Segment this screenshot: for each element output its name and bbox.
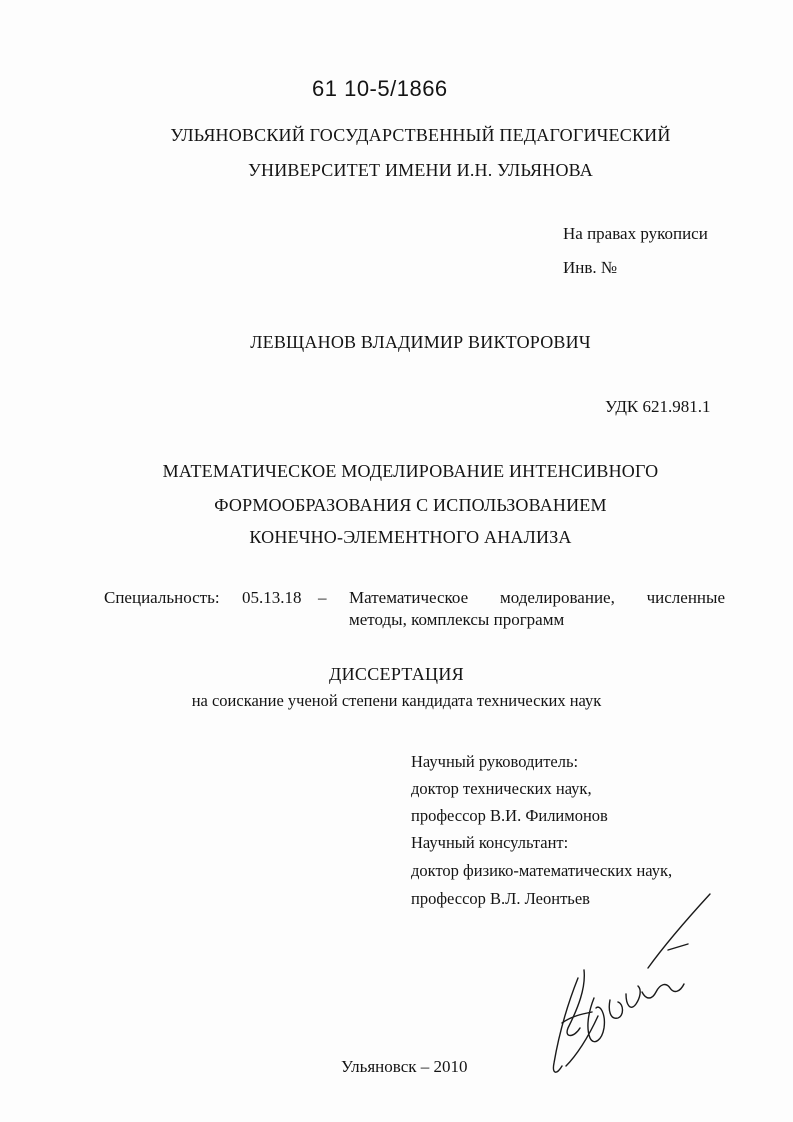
supervisor-name: профессор В.И. Филимонов [411,806,608,825]
supervisor-label: Научный руководитель: [411,752,579,771]
specialty-description-line-1 [349,588,725,608]
author-name: ЛЕВЩАНОВ ВЛАДИМИР ВИКТОРОВИЧ [250,332,591,352]
consultant-label: Научный консультант: [411,833,569,852]
thesis-title-line-3: КОНЕЧНО-ЭЛЕМЕНТНОГО АНАЛИЗА [249,527,572,547]
thesis-title-line-1: МАТЕМАТИЧЕСКОЕ МОДЕЛИРОВАНИЕ ИНТЕНСИВНОГО [162,461,659,481]
specialty-word: Математическое [349,588,469,607]
university-name-line-1: УЛЬЯНОВСКИЙ ГОСУДАРСТВЕННЫЙ ПЕДАГОГИЧЕСКИЙ [170,125,671,145]
city-and-year: Ульяновск – 2010 [341,1057,468,1076]
thesis-title-line-2: ФОРМООБРАЗОВАНИЯ С ИСПОЛЬЗОВАНИЕМ [214,495,607,515]
specialty-word: численные [646,588,725,607]
specialty-word: моделирование, [499,588,615,607]
specialty-dash: – [318,588,327,607]
archive-code: 61 10-5/1866 [312,76,448,101]
specialty-label: Специальность: [104,588,220,607]
inventory-number-label: Инв. № [563,258,618,277]
handwritten-signature-icon [538,888,718,1088]
consultant-name: профессор В.Л. Леонтьев [411,889,590,908]
university-name-line-2: УНИВЕРСИТЕТ ИМЕНИ И.Н. УЛЬЯНОВА [248,160,593,180]
degree-sought: на соискание ученой степени кандидата технических наук [191,691,602,710]
specialty-description-line-2: методы, комплексы программ [349,610,565,629]
specialty-code: 05.13.18 [242,588,302,607]
manuscript-rights-note: На правах рукописи [563,224,708,243]
document-type-heading: ДИССЕРТАЦИЯ [329,664,464,684]
supervisor-degree: доктор технических наук, [411,779,592,798]
udc-code: УДК 621.981.1 [605,397,711,416]
consultant-degree: доктор физико-математических наук, [411,861,673,880]
